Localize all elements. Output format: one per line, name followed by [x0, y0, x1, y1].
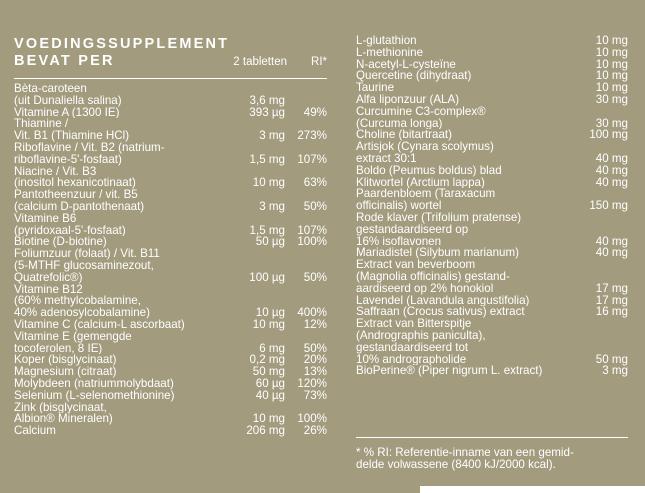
ingredient-name: Artisjok (Cynara scolymus) [356, 141, 494, 153]
ingredient-amount: 206 mg [246, 424, 285, 438]
ingredient-amount: 40 mg [595, 163, 628, 177]
section-subtitle: BEVAT PER [14, 53, 115, 69]
table-row [356, 47, 628, 59]
ingredient-amount: 30 mg [595, 92, 628, 106]
table-header [14, 36, 327, 70]
table-row [356, 212, 628, 224]
ingredient-name: Lavendel (Lavandula angustifolia) [356, 294, 530, 307]
ingredient-ri: 12% [303, 317, 327, 331]
table-row [14, 284, 327, 296]
ingredient-name: Selenium (L-selenomethionine) [14, 389, 175, 402]
ingredient-amount [548, 224, 628, 236]
ingredient-name: 16% isoflavonen [356, 235, 442, 248]
ingredient-ri [285, 83, 327, 95]
ingredient-name: (uit Dunaliella salina) [14, 94, 122, 107]
right-ingredient-list [356, 35, 628, 377]
table-row [356, 59, 628, 71]
ri-column-header: RI* [311, 56, 327, 68]
ingredient-amount: 30 mg [595, 116, 628, 130]
table-row [356, 259, 628, 271]
ingredient-amount: 16 mg [595, 305, 628, 319]
table-row [356, 283, 628, 295]
ingredient-amount: 1,5 mg [249, 152, 285, 166]
ingredient-amount: 10 mg [595, 57, 628, 71]
table-row [14, 130, 327, 142]
table-row [14, 331, 327, 343]
amount-column-header: 2 tabletten [233, 56, 287, 68]
table-row [356, 200, 628, 212]
ingredient-name: Paardenbloem (Taraxacum [356, 188, 496, 201]
section-subtitle-row [14, 53, 327, 70]
ingredient-name: BioPerine® (Piper nigrum L. extract) [356, 365, 543, 378]
ingredient-amount: 17 mg [595, 281, 628, 295]
ingredient-amount: 10 mg [252, 317, 285, 331]
ingredient-amount: 40 mg [595, 175, 628, 189]
ingredient-amount: 393 µg [249, 105, 285, 119]
ingredient-name: 40% adenosylcobalamine) [14, 307, 150, 319]
ingredient-name: (calcium D-pantothenaat) [14, 200, 145, 213]
ingredient-ri: 49% [303, 105, 327, 119]
ingredient-name: Vitamine B12 [14, 283, 83, 296]
table-row [14, 95, 327, 107]
ingredient-amount [219, 284, 285, 296]
ingredient-name: Alfa liponzuur (ALA) [356, 93, 460, 106]
ingredient-name: Choline (bitartraat) [356, 129, 453, 142]
ingredient-amount: 10 mg [595, 45, 628, 59]
ingredient-ri [285, 142, 327, 154]
table-row [356, 141, 628, 153]
cropped-label-bar [420, 486, 645, 493]
ingredient-ri: 50% [303, 199, 327, 213]
ingredient-name: (Andrographis paniculta), [356, 329, 486, 342]
ingredient-name: (5-MTHF glucosaminezout, [14, 259, 154, 272]
ingredient-name: Quatrefolic®) [14, 271, 83, 284]
ingredient-ri: 73% [303, 388, 327, 402]
table-row [356, 165, 628, 177]
ingredient-amount [548, 318, 628, 330]
ingredient-name: aardiseerd op 2% honokiol [356, 282, 494, 295]
ingredient-ri [285, 331, 327, 343]
table-row [14, 378, 327, 390]
ingredient-name: (inositol hexanicotinaat) [14, 177, 136, 190]
table-row [356, 247, 628, 259]
ingredient-name: Niacine / Vit. B3 [14, 165, 97, 178]
ingredient-amount: 50 mg [252, 365, 285, 379]
table-row [356, 306, 628, 318]
ingredient-name: (pyridoxaal-5'-fosfaat) [14, 224, 126, 237]
table-row [14, 201, 327, 213]
ingredient-amount [548, 330, 628, 342]
ingredient-name: Quercetine (dihydraat) [356, 70, 472, 83]
ingredient-name: Foliumzuur (folaat) / Vit. B11 [14, 248, 160, 260]
footnote [356, 447, 628, 471]
ingredient-ri: 107% [297, 152, 327, 166]
ingredient-name: Vitamine B6 [14, 212, 77, 225]
ingredient-ri: 400% [297, 306, 327, 320]
ingredient-amount: 10 mg [595, 81, 628, 95]
ingredient-amount: 0,2 mg [249, 353, 285, 367]
ingredient-ri [285, 284, 327, 296]
table-row [356, 365, 628, 377]
ingredient-name: Thiamine / [14, 118, 69, 131]
ingredient-amount [548, 342, 628, 354]
ingredient-name: N-acetyl-L-cysteïne [356, 58, 456, 71]
ingredient-name: (Curcuma longa) [356, 117, 443, 130]
ingredient-amount: 40 mg [595, 246, 628, 260]
ingredient-amount: 40 mg [595, 151, 628, 165]
ingredient-name: (Magnolia officinalis) gestand- [356, 270, 510, 283]
ingredient-amount: 100 µg [249, 270, 285, 284]
table-row [14, 248, 327, 260]
table-row [14, 390, 327, 402]
table-row [356, 318, 628, 330]
ingredient-name: (60% methylcobalamine, [14, 295, 141, 308]
ingredient-name: Koper (bisglycinaat) [14, 354, 117, 367]
ingredient-ri: 50% [303, 270, 327, 284]
table-row [356, 342, 628, 354]
table-row [356, 153, 628, 165]
table-row [14, 142, 327, 154]
table-row [356, 94, 628, 106]
table-row [356, 354, 628, 366]
ingredient-amount: 150 mg [589, 199, 628, 213]
table-row [356, 70, 628, 82]
table-row [14, 236, 327, 248]
ingredient-ri: 26% [303, 424, 327, 438]
ingredient-name: 10% andrographolide [356, 353, 467, 366]
ingredient-name: Extract van Bitterspitje [356, 318, 472, 330]
ingredient-ri: 107% [297, 223, 327, 237]
ingredient-name: Rode klaver (Trifolium pratense) [356, 211, 522, 224]
ingredient-name: Bèta-caroteen [14, 83, 87, 95]
ingredient-name: Taurine [356, 82, 395, 94]
ingredient-amount: 50 µg [255, 235, 285, 249]
ingredient-name: Vitamine C (calcium-L ascorbaat) [14, 318, 185, 331]
ingredient-amount [548, 259, 628, 271]
ingredient-amount [548, 106, 628, 118]
ingredient-name: Vitamine A (1300 IE) [14, 106, 120, 119]
footnote-line: * % RI: Referentie-inname van een gemid- [356, 446, 574, 459]
ingredient-name: Vitamine E (gemengde [14, 330, 132, 343]
ingredient-amount: 3 mg [602, 364, 628, 378]
table-row [356, 106, 628, 118]
ingredient-ri: 63% [303, 176, 327, 190]
ingredient-amount: 40 mg [595, 234, 628, 248]
table-row [356, 271, 628, 283]
ingredient-ri [285, 248, 327, 260]
ingredient-amount [548, 212, 628, 224]
ingredient-ri [285, 213, 327, 225]
ingredient-amount [548, 271, 628, 283]
table-row [356, 177, 628, 189]
ingredient-name: gestandaardiseerd tot [356, 341, 469, 354]
table-row [14, 107, 327, 119]
ingredient-name: Riboflavine / Vit. B2 (natrium- [14, 141, 165, 154]
footnote-divider [356, 437, 628, 438]
ingredient-amount [219, 213, 285, 225]
ingredient-amount: 60 µg [255, 376, 285, 390]
ingredient-name: Magnesium (citraat) [14, 366, 117, 378]
ingredient-ri: 50% [303, 341, 327, 355]
footnote-line: delde volwassene (8400 kJ/2000 kcal). [356, 458, 556, 471]
ingredient-name: Curcumine C3-complex® [356, 105, 486, 118]
table-row [356, 118, 628, 130]
ingredient-name: L-glutathion [356, 35, 417, 47]
ingredient-name: Klitwortel (Arctium lappa) [356, 176, 485, 189]
table-row [14, 213, 327, 225]
ingredient-name: Albion® Mineralen) [14, 413, 113, 426]
ingredient-name: extract 30:1 [356, 152, 417, 165]
ingredient-ri: 100% [297, 235, 327, 249]
ingredient-ri [285, 260, 327, 272]
ingredient-amount: 10 µg [255, 306, 285, 320]
ingredient-name: Extract van beverboom [356, 259, 476, 271]
ingredient-name: Saffraan (Crocus sativus) extract [356, 306, 525, 319]
ingredient-name: Zink (bisglycinaat, [14, 401, 107, 414]
ingredient-name: L-methionine [356, 46, 424, 59]
table-row [14, 425, 327, 437]
table-row [356, 236, 628, 248]
ingredient-amount: 1,5 mg [249, 223, 285, 237]
table-row [356, 295, 628, 307]
ingredient-name: Molybdeen (natriummolybdaat) [14, 377, 174, 390]
ingredient-amount: 10 mg [252, 412, 285, 426]
ingredient-amount: 6 mg [259, 341, 285, 355]
header-divider [14, 78, 327, 79]
ingredient-ri: 273% [297, 129, 327, 143]
ingredient-ri: 100% [297, 412, 327, 426]
table-row [14, 177, 327, 189]
table-row [356, 224, 628, 236]
ingredient-amount [219, 260, 285, 272]
ingredient-amount: 17 mg [595, 293, 628, 307]
table-row [356, 330, 628, 342]
ingredient-name: Biotine (D-biotine) [14, 236, 107, 249]
ingredient-ri: 120% [297, 376, 327, 390]
ingredient-name: tocoferolen, 8 IE) [14, 342, 103, 355]
table-row [14, 260, 327, 272]
table-row [356, 35, 628, 47]
ingredient-ri [285, 95, 327, 107]
section-title: VOEDINGSSUPPLEMENT [14, 36, 230, 52]
table-row [356, 129, 628, 141]
ingredient-name: riboflavine-5'-fosfaat) [14, 153, 122, 166]
table-row [14, 272, 327, 284]
table-row [14, 319, 327, 331]
ingredient-amount [219, 331, 285, 343]
table-row [14, 154, 327, 166]
ingredient-name: Pantotheenzuur / vit. B5 [14, 189, 138, 201]
table-row [356, 188, 628, 200]
ingredient-amount [219, 142, 285, 154]
ingredient-ri: 13% [303, 365, 327, 379]
ingredient-amount [219, 248, 285, 260]
table-row [356, 82, 628, 94]
ingredient-name: Boldo (Peumus boldus) blad [356, 164, 502, 177]
ingredient-name: gestandaardiseerd op [356, 223, 469, 236]
ingredient-amount: 10 mg [595, 34, 628, 47]
ingredient-name: Vit. B1 (Thiamine HCl) [14, 130, 130, 142]
ingredient-name: Calcium [14, 425, 56, 437]
ingredient-amount: 10 mg [252, 176, 285, 190]
ingredient-amount: 10 mg [595, 69, 628, 83]
ingredient-name: Mariadistel (Silybum marianum) [356, 247, 519, 260]
ingredient-amount: 3 mg [259, 129, 285, 143]
ingredient-amount: 3 mg [259, 199, 285, 213]
left-ingredient-list [14, 83, 327, 437]
ingredient-amount: 3,6 mg [249, 93, 285, 107]
ingredient-amount: 100 mg [589, 128, 628, 142]
ingredient-ri: 20% [303, 353, 327, 367]
ingredient-amount: 50 mg [595, 352, 628, 366]
ingredient-name: officinalis) wortel [356, 200, 442, 212]
ingredient-amount: 40 µg [255, 388, 285, 402]
